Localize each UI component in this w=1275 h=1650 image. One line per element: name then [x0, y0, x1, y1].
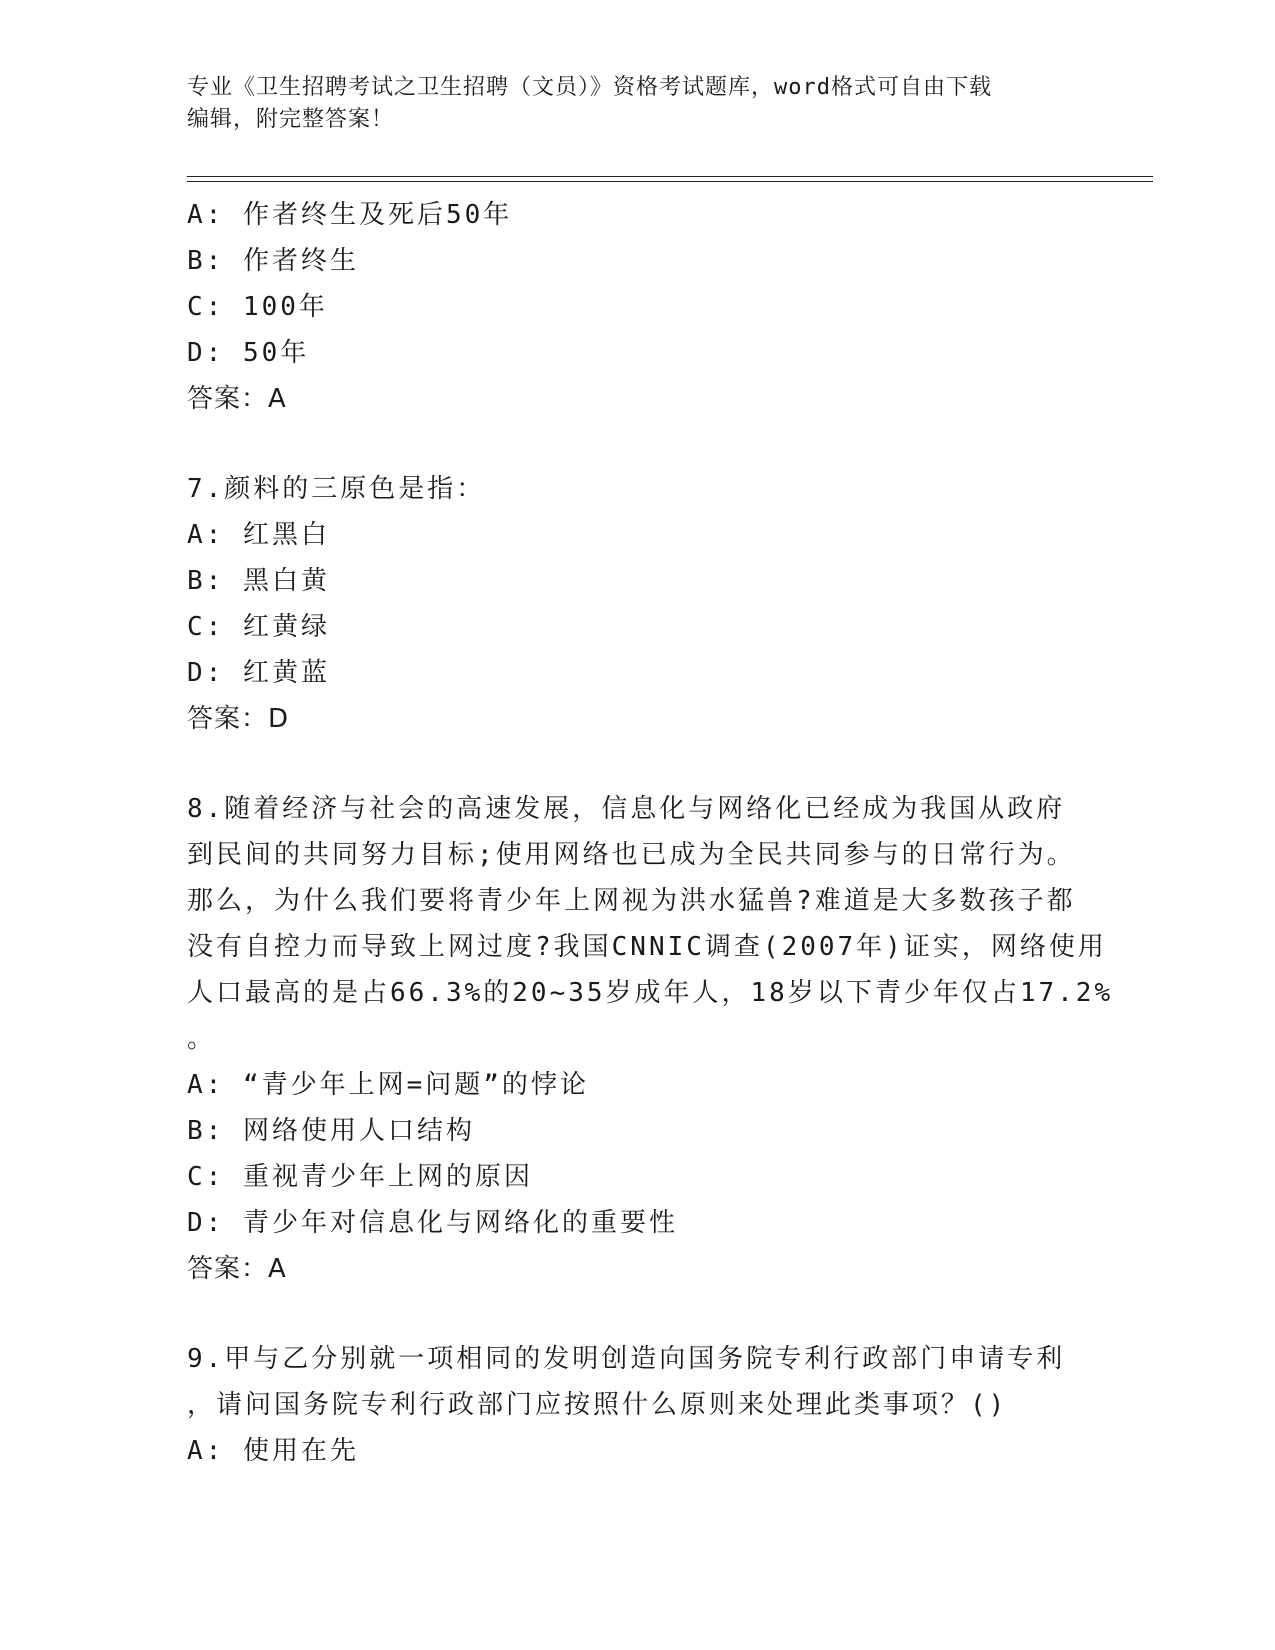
option-d: D: 50年: [187, 338, 310, 368]
spacer: [187, 742, 1087, 786]
question-stem-line: 人口最高的是占66.3%的20~35岁成年人，18岁以下青少年仅占17.2%: [187, 978, 1114, 1008]
header-divider-bottom: [187, 181, 1153, 182]
document-header: [187, 72, 1087, 136]
spacer: [187, 422, 1087, 466]
question-9: [187, 1336, 1087, 1474]
option-b: B: 作者终生: [187, 246, 359, 276]
header-divider-top: [187, 176, 1153, 177]
answer: 答案：A: [187, 1254, 287, 1284]
question-8: [187, 786, 1114, 1292]
answer: 答案：D: [187, 704, 290, 734]
option-d: D: 红黄蓝: [187, 658, 330, 688]
spacer: [187, 1292, 1087, 1336]
option-c: C: 重视青少年上网的原因: [187, 1162, 533, 1192]
option-c: C: 100年: [187, 292, 328, 322]
question-6: [187, 192, 1087, 422]
option-c: C: 红黄绿: [187, 612, 330, 642]
question-stem-line: ，请问国务院专利行政部门应按照什么原则来处理此类事项？(): [187, 1390, 1008, 1420]
question-stem-line: 那么，为什么我们要将青少年上网视为洪水猛兽?难道是大多数孩子都: [187, 886, 1076, 916]
option-a: A: 作者终生及死后50年: [187, 200, 513, 230]
question-7: [187, 466, 1087, 742]
option-b: B: 黑白黄: [187, 566, 330, 596]
question-stem-line: 8.随着经济与社会的高速发展，信息化与网络化已经成为我国从政府: [187, 794, 1066, 824]
option-d: D: 青少年对信息化与网络化的重要性: [187, 1208, 678, 1238]
question-stem-line: 没有自控力而导致上网过度?我国CNNIC调查(2007年)证实，网络使用: [187, 932, 1107, 962]
option-a: A: “青少年上网=问题”的悖论: [187, 1070, 589, 1100]
option-a: A: 红黑白: [187, 520, 330, 550]
question-stem-line: 9.甲与乙分别就一项相同的发明创造向国务院专利行政部门申请专利: [187, 1344, 1066, 1374]
header-line-1: 专业《卫生招聘考试之卫生招聘（文员）》资格考试题库，word格式可自由下载: [187, 75, 992, 100]
question-stem-line: 。: [187, 1024, 217, 1054]
answer: 答案：A: [187, 384, 287, 414]
header-line-2: 编辑，附完整答案！: [187, 107, 395, 132]
question-list: [187, 192, 1114, 1474]
option-a: A: 使用在先: [187, 1436, 359, 1466]
question-stem: 7.颜料的三原色是指：: [187, 474, 486, 504]
question-stem-line: 到民间的共同努力目标;使用网络也已成为全民共同参与的日常行为。: [187, 840, 1076, 870]
option-b: B: 网络使用人口结构: [187, 1116, 475, 1146]
